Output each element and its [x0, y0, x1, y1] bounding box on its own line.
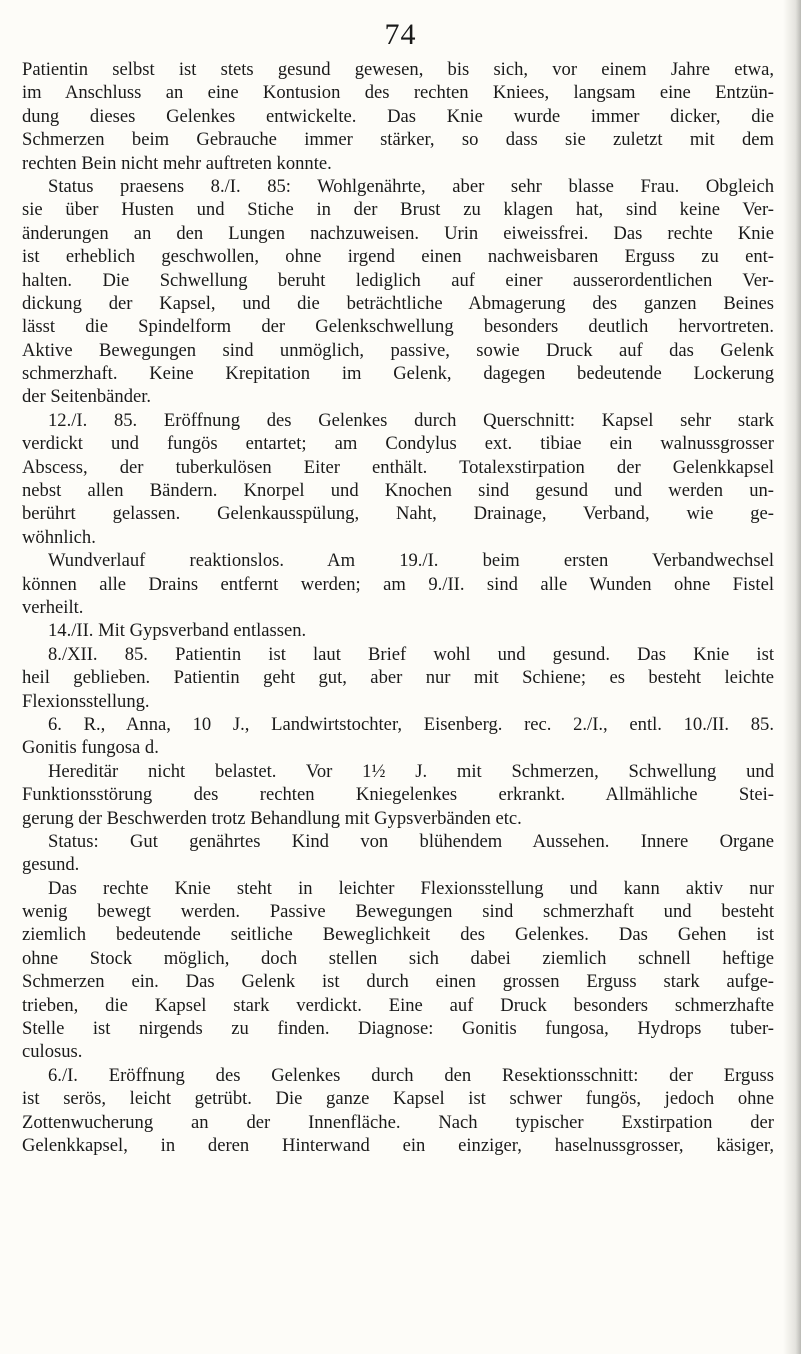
page-edge-shadow: [783, 0, 801, 1354]
text-line: Schmerzen ein. Das Gelenk ist durch einen grossen Erguss stark aufge-: [22, 971, 774, 993]
text-line: änderungen an den Lungen nachzuweisen. Urin eiweissfrei. Das rechte Knie: [22, 222, 774, 244]
text-line: Abscess, der tuberkulösen Eiter enthält. Totalexstirpation der Gelenkkapsel: [22, 456, 774, 478]
text-line: dung dieses Gelenkes entwickelte. Das Knie wurde immer dicker, die: [22, 105, 774, 127]
text-line: Schmerzen beim Gebrauche immer stärker, so dass sie zuletzt mit dem: [22, 129, 774, 151]
text-line: Flexionsstellung.: [22, 690, 150, 712]
text-line: wöhnlich.: [22, 526, 96, 548]
text-line: berührt gelassen. Gelenkausspülung, Naht, Drainage, Verband, wie ge-: [22, 503, 774, 525]
text-line: heil geblieben. Patientin geht gut, aber nur mit Schiene; es besteht leichte: [22, 667, 774, 689]
text-line: gerung der Beschwerden trotz Behandlung mit Gypsverbänden etc.: [22, 807, 522, 829]
text-line: sie über Husten und Stiche in der Brust zu klagen hat, sind keine Ver-: [22, 199, 774, 221]
text-line: nebst allen Bändern. Knorpel und Knochen sind gesund und werden un-: [22, 480, 774, 502]
text-line: trieben, die Kapsel stark verdickt. Eine auf Druck besonders schmerzhafte: [22, 994, 774, 1016]
text-line: lässt die Spindelform der Gelenkschwellung besonders deutlich hervortreten.: [22, 316, 774, 338]
text-line: Status: Gut genährtes Kind von blühendem Aussehen. Innere Organe: [48, 830, 774, 852]
text-line: 14./II. Mit Gypsverband entlassen.: [48, 620, 307, 642]
text-line: Hereditär nicht belastet. Vor 1½ J. mit Schmerzen, Schwellung und: [48, 760, 774, 782]
text-line: dickung der Kapsel, und die beträchtliche Abmagerung des ganzen Beines: [22, 292, 774, 314]
text-line: im Anschluss an eine Kontusion des rechten Kniees, langsam eine Entzün-: [22, 82, 774, 104]
text-line: verheilt.: [22, 596, 84, 618]
text-line: Zottenwucherung an der Innenfläche. Nach typischer Exstirpation der: [22, 1111, 774, 1133]
text-line: halten. Die Schwellung beruht lediglich auf einer ausserordentlichen Ver-: [22, 269, 774, 291]
text-line: ist erheblich geschwollen, ohne irgend einen nachweisbaren Erguss zu ent-: [22, 246, 774, 268]
text-line: ziemlich bedeutende seitliche Beweglichkeit des Gelenkes. Das Gehen ist: [22, 924, 774, 946]
text-line: 12./I. 85. Eröffnung des Gelenkes durch Querschnitt: Kapsel sehr stark: [48, 409, 774, 431]
text-line: culosus.: [22, 1041, 83, 1063]
text-line: können alle Drains entfernt werden; am 9./II. sind alle Wunden ohne Fistel: [22, 573, 774, 595]
text-line: 6./I. Eröffnung des Gelenkes durch den Resektionsschnitt: der Erguss: [48, 1064, 774, 1086]
text-line: Funktionsstörung des rechten Kniegelenkes erkrankt. Allmähliche Stei-: [22, 784, 774, 806]
text-line: gesund.: [22, 854, 80, 876]
text-line: Wundverlauf reaktionslos. Am 19./I. beim ersten Verbandwechsel: [48, 550, 774, 572]
text-line: Stelle ist nirgends zu finden. Diagnose: Gonitis fungosa, Hydrops tuber-: [22, 1018, 774, 1040]
text-line: ist serös, leicht getrübt. Die ganze Kapsel ist schwer fungös, jedoch ohne: [22, 1088, 774, 1110]
text-line: ohne Stock möglich, doch stellen sich dabei ziemlich schnell heftige: [22, 947, 774, 969]
text-line: 8./XII. 85. Patientin ist laut Brief wohl und gesund. Das Knie ist: [48, 643, 774, 665]
text-line: Patientin selbst ist stets gesund gewesen, bis sich, vor einem Jahre etwa,: [22, 59, 774, 80]
text-line: der Seitenbänder.: [22, 386, 152, 408]
text-line: schmerzhaft. Keine Krepitation im Gelenk, dagegen bedeutende Lockerung: [22, 363, 774, 385]
text-line: Gelenkkapsel, in deren Hinterwand ein einziger, haselnussgrosser, käsiger,: [22, 1134, 774, 1156]
text-line: Status praesens 8./I. 85: Wohlgenährte, aber sehr blasse Frau. Obgleich: [48, 175, 774, 197]
text-line: 6. R., Anna, 10 J., Landwirtstochter, Eisenberg. rec. 2./I., entl. 10./II. 85.: [48, 713, 774, 735]
text-line: Das rechte Knie steht in leichter Flexionsstellung und kann aktiv nur: [48, 877, 774, 899]
text-line: Aktive Bewegungen sind unmöglich, passive, sowie Druck auf das Gelenk: [22, 339, 774, 361]
text-line: verdickt und fungös entartet; am Condylus ext. tibiae ein walnussgrosser: [22, 433, 774, 455]
text-line: wenig bewegt werden. Passive Bewegungen sind schmerzhaft und besteht: [22, 901, 774, 923]
body-text: [22, 58, 774, 1157]
text-line: Gonitis fungosa d.: [22, 737, 159, 759]
text-line: rechten Bein nicht mehr auftreten konnte.: [22, 152, 332, 174]
page-number: 74: [384, 18, 417, 51]
